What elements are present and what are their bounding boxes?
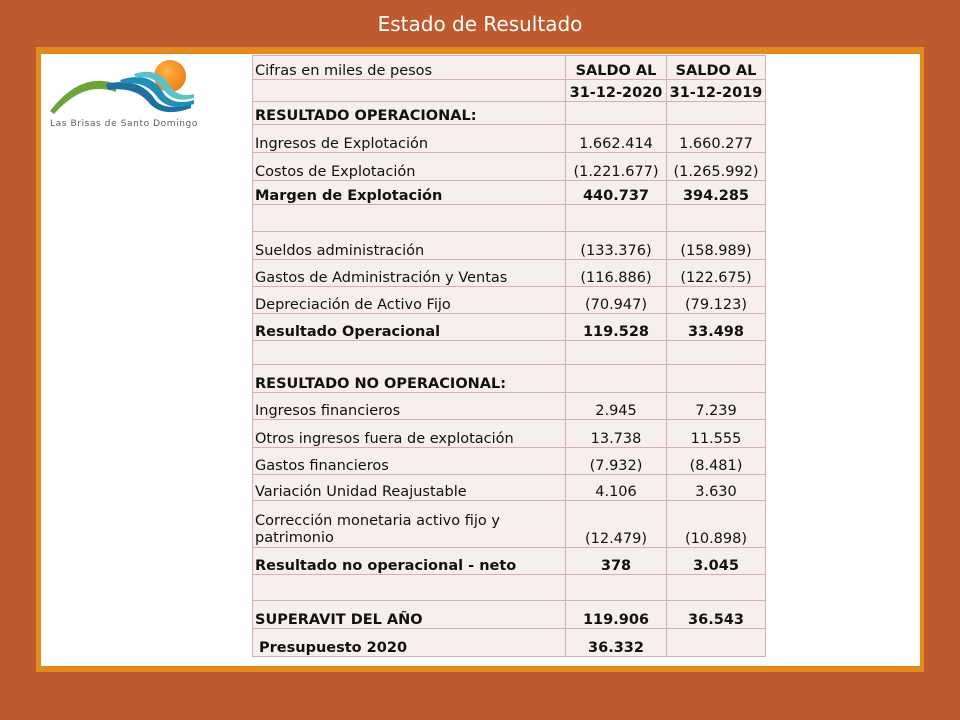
table-row <box>253 448 766 475</box>
table-row <box>253 260 766 287</box>
row-value-2020-cell: (116.886) <box>566 260 667 287</box>
row-value-2019-cell: 1.660.277 <box>667 125 766 153</box>
row-label-cell: Gastos financieros <box>253 448 566 475</box>
table-row <box>253 420 766 448</box>
row-value-2020-cell: 1.662.414 <box>566 125 667 153</box>
row-value-2020-cell: (7.932) <box>566 448 667 475</box>
row-value-2020-cell <box>566 341 667 365</box>
row-label-cell: Margen de Explotación <box>253 181 566 205</box>
table-row <box>253 501 766 548</box>
row-label-cell: Gastos de Administración y Ventas <box>253 260 566 287</box>
row-value-2019-cell <box>667 205 766 232</box>
header-saldo-2020-cell: SALDO AL <box>566 56 667 80</box>
logo-green-hill-icon <box>50 81 116 114</box>
header-units-cell: Cifras en miles de pesos <box>253 56 566 80</box>
row-value-2019-cell: 3.045 <box>667 548 766 575</box>
row-value-2020-cell <box>566 365 667 393</box>
table-row <box>253 125 766 153</box>
row-label-cell: SUPERAVIT DEL AÑO <box>253 601 566 629</box>
row-label-cell: Sueldos administración <box>253 232 566 260</box>
table-row <box>253 153 766 181</box>
row-label-cell: Ingresos de Explotación <box>253 125 566 153</box>
row-value-2019-cell: (122.675) <box>667 260 766 287</box>
table-row <box>253 575 766 601</box>
row-value-2020-cell: 36.332 <box>566 629 667 657</box>
row-value-2019-cell <box>667 629 766 657</box>
row-value-2020-cell: 119.906 <box>566 601 667 629</box>
row-value-2020-cell: (12.479) <box>566 501 667 548</box>
table-header-row <box>253 56 766 80</box>
row-value-2020-cell: (1.221.677) <box>566 153 667 181</box>
row-value-2019-cell <box>667 575 766 601</box>
row-label-cell: RESULTADO NO OPERACIONAL: <box>253 365 566 393</box>
row-value-2019-cell: (79.123) <box>667 287 766 314</box>
row-value-2020-cell <box>566 102 667 125</box>
row-value-2019-cell: (158.989) <box>667 232 766 260</box>
row-value-2019-cell: 394.285 <box>667 181 766 205</box>
table-row <box>253 393 766 420</box>
slide-title: Estado de Resultado <box>377 12 583 36</box>
row-value-2019-cell <box>667 365 766 393</box>
row-value-2019-cell <box>667 341 766 365</box>
income-statement-table <box>252 55 766 657</box>
row-value-2019-cell <box>667 102 766 125</box>
row-label-cell: RESULTADO OPERACIONAL: <box>253 102 566 125</box>
row-label-cell: Costos de Explotación <box>253 153 566 181</box>
row-value-2020-cell: 2.945 <box>566 393 667 420</box>
row-label-cell <box>253 575 566 601</box>
row-value-2020-cell: (70.947) <box>566 287 667 314</box>
row-label-cell <box>253 205 566 232</box>
row-label-cell: Corrección monetaria activo fijo y patrimonio <box>253 501 566 548</box>
table-row <box>253 287 766 314</box>
table-row <box>253 314 766 341</box>
table-header-row <box>253 80 766 102</box>
row-value-2020-cell: 119.528 <box>566 314 667 341</box>
header-date-2020-cell: 31-12-2020 <box>566 80 667 102</box>
row-value-2020-cell: 378 <box>566 548 667 575</box>
row-value-2019-cell: (1.265.992) <box>667 153 766 181</box>
table-row <box>253 232 766 260</box>
row-value-2019-cell: (8.481) <box>667 448 766 475</box>
row-value-2020-cell <box>566 205 667 232</box>
row-label-cell: Resultado Operacional <box>253 314 566 341</box>
table-row <box>253 205 766 232</box>
row-value-2020-cell: (133.376) <box>566 232 667 260</box>
row-label-cell: Ingresos financieros <box>253 393 566 420</box>
row-value-2020-cell: 4.106 <box>566 475 667 501</box>
table-row <box>253 341 766 365</box>
row-value-2019-cell: 3.630 <box>667 475 766 501</box>
row-value-2019-cell: 36.543 <box>667 601 766 629</box>
row-value-2019-cell: 33.498 <box>667 314 766 341</box>
row-label-cell: Presupuesto 2020 <box>253 629 566 657</box>
row-value-2019-cell: (10.898) <box>667 501 766 548</box>
table-row <box>253 475 766 501</box>
row-value-2020-cell <box>566 575 667 601</box>
row-label-cell: Resultado no operacional - neto <box>253 548 566 575</box>
row-label-cell: Otros ingresos fuera de explotación <box>253 420 566 448</box>
row-value-2019-cell: 11.555 <box>667 420 766 448</box>
table-row <box>253 181 766 205</box>
header-date-2019-cell: 31-12-2019 <box>667 80 766 102</box>
row-label-cell <box>253 341 566 365</box>
logo-text: Las Brisas de Santo Domingo <box>50 119 198 129</box>
row-label-cell: Variación Unidad Reajustable <box>253 475 566 501</box>
table-row <box>253 102 766 125</box>
table-row <box>253 601 766 629</box>
header-empty-cell <box>253 80 566 102</box>
row-label-cell: Depreciación de Activo Fijo <box>253 287 566 314</box>
table-row <box>253 548 766 575</box>
header-saldo-2019-cell: SALDO AL <box>667 56 766 80</box>
table-row <box>253 629 766 657</box>
table-row <box>253 365 766 393</box>
row-value-2020-cell: 13.738 <box>566 420 667 448</box>
row-value-2019-cell: 7.239 <box>667 393 766 420</box>
row-value-2020-cell: 440.737 <box>566 181 667 205</box>
